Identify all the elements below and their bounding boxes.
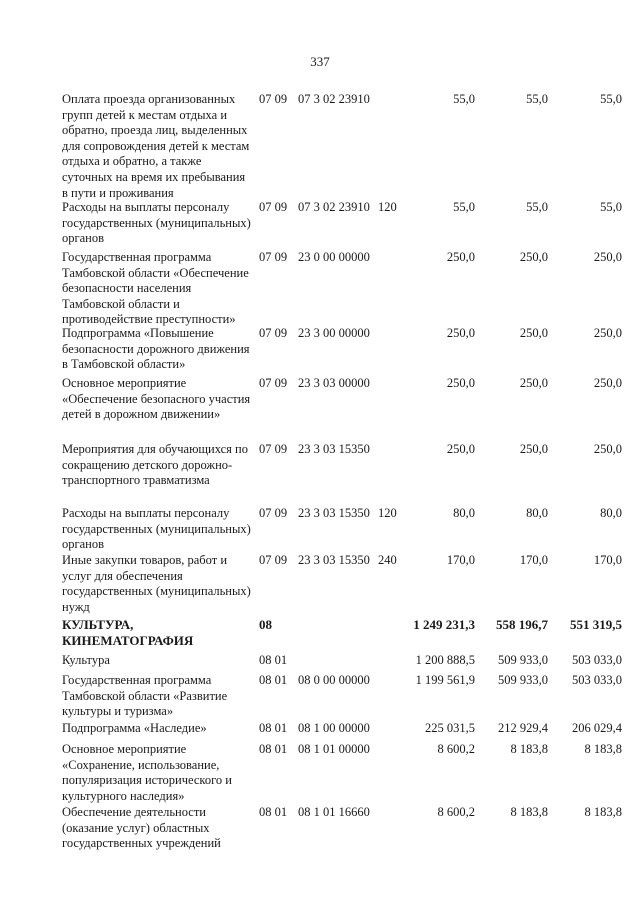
amount-year-3: 250,0 (593, 442, 622, 456)
amount-year-2: 8 183,8 (510, 805, 548, 819)
amount-year-2: 250,0 (519, 326, 548, 340)
row-name: Мероприятия для обучающихся по сокращению детского дорожно-транспортного травматизма (62, 442, 248, 488)
section-code: 07 09 (259, 92, 288, 106)
amount-year-1: 250,0 (446, 250, 475, 264)
target-article-code: 07 3 02 23910 (298, 200, 370, 214)
amount-year-2: 80,0 (526, 506, 548, 520)
target-article-code: 07 3 02 23910 (298, 92, 370, 106)
target-article-code: 08 1 01 00000 (298, 742, 370, 756)
amount-year-2: 212 929,4 (498, 721, 548, 735)
amount-year-3: 551 319,5 (570, 617, 622, 632)
expense-type-code: 120 (378, 506, 397, 520)
amount-year-1: 225 031,5 (425, 721, 475, 735)
section-code: 08 01 (259, 805, 288, 819)
amount-year-1: 250,0 (446, 376, 475, 390)
target-article-code: 08 1 01 16660 (298, 805, 370, 819)
amount-year-2: 170,0 (519, 553, 548, 567)
amount-year-1: 170,0 (446, 553, 475, 567)
amount-year-3: 170,0 (593, 553, 622, 567)
row-name: Расходы на выплаты персоналу государственных (муниципальных) органов (62, 506, 251, 552)
section-code: 08 (259, 617, 272, 632)
target-article-code: 23 3 03 00000 (298, 376, 370, 390)
amount-year-1: 1 199 561,9 (415, 673, 475, 687)
amount-year-2: 509 933,0 (498, 673, 548, 687)
amount-year-3: 206 029,4 (572, 721, 622, 735)
amount-year-3: 80,0 (600, 506, 622, 520)
section-code: 08 01 (259, 673, 288, 687)
section-code: 07 09 (259, 442, 288, 456)
section-code: 07 09 (259, 376, 288, 390)
section-code: 07 09 (259, 553, 288, 567)
amount-year-1: 250,0 (446, 326, 475, 340)
amount-year-3: 503 033,0 (572, 653, 622, 667)
amount-year-3: 55,0 (600, 200, 622, 214)
page-number: 337 (310, 54, 330, 69)
row-name: Основное мероприятие «Сохранение, использование, популяризация исторического и культурного наследия» (62, 742, 232, 803)
amount-year-2: 250,0 (519, 442, 548, 456)
amount-year-1: 8 600,2 (437, 805, 475, 819)
section-code: 08 01 (259, 653, 288, 667)
amount-year-2: 558 196,7 (496, 617, 548, 632)
row-name: Основное мероприятие «Обеспечение безопасного участия детей в дорожном движении» (62, 376, 251, 422)
row-name: Культура (62, 653, 110, 667)
amount-year-3: 8 183,8 (584, 742, 622, 756)
amount-year-1: 1 249 231,3 (413, 617, 475, 632)
row-name: КУЛЬТУРА, КИНЕМАТОГРАФИЯ (62, 617, 194, 648)
row-name: Подпрограмма «Наследие» (62, 721, 207, 735)
row-name: Подпрограмма «Повышение безопасности дорожного движения в Тамбовской области» (62, 326, 250, 372)
target-article-code: 08 0 00 00000 (298, 673, 370, 687)
amount-year-2: 8 183,8 (510, 742, 548, 756)
amount-year-3: 250,0 (593, 376, 622, 390)
amount-year-2: 55,0 (526, 200, 548, 214)
row-name: Обеспечение деятельности (оказание услуг) областных государственных учреждений (62, 805, 221, 851)
expense-type-code: 240 (378, 553, 397, 567)
amount-year-1: 55,0 (453, 200, 475, 214)
row-name: Расходы на выплаты персоналу государственных (муниципальных) органов (62, 200, 251, 246)
amount-year-3: 503 033,0 (572, 673, 622, 687)
section-code: 07 09 (259, 506, 288, 520)
target-article-code: 23 3 03 15350 (298, 442, 370, 456)
target-article-code: 23 3 00 00000 (298, 326, 370, 340)
amount-year-1: 1 200 888,5 (415, 653, 475, 667)
target-article-code: 23 0 00 00000 (298, 250, 370, 264)
section-code: 08 01 (259, 742, 288, 756)
section-code: 07 09 (259, 326, 288, 340)
row-name: Иные закупки товаров, работ и услуг для обеспечения государственных (муниципальных) нужд (62, 553, 251, 614)
row-name: Государственная программа Тамбовской области «Обеспечение безопасности населения Тамбовской области и противодействие преступности» (62, 250, 249, 327)
target-article-code: 08 1 00 00000 (298, 721, 370, 735)
amount-year-1: 8 600,2 (437, 742, 475, 756)
amount-year-2: 509 933,0 (498, 653, 548, 667)
amount-year-1: 80,0 (453, 506, 475, 520)
section-code: 07 09 (259, 250, 288, 264)
amount-year-3: 250,0 (593, 326, 622, 340)
section-code: 08 01 (259, 721, 288, 735)
amount-year-3: 55,0 (600, 92, 622, 106)
row-name: Оплата проезда организованных групп детей к местам отдыха и обратно, проезда лиц, выделенных для сопровождения детей к местам отдыха и обратно, а также суточных на время их пребывания в пути и проживания (62, 92, 250, 200)
row-name: Государственная программа Тамбовской области «Развитие культуры и туризма» (62, 673, 228, 719)
target-article-code: 23 3 03 15350 (298, 553, 370, 567)
amount-year-2: 55,0 (526, 92, 548, 106)
amount-year-3: 250,0 (593, 250, 622, 264)
amount-year-1: 250,0 (446, 442, 475, 456)
amount-year-1: 55,0 (453, 92, 475, 106)
amount-year-2: 250,0 (519, 376, 548, 390)
amount-year-3: 8 183,8 (584, 805, 622, 819)
amount-year-2: 250,0 (519, 250, 548, 264)
expense-type-code: 120 (378, 200, 397, 214)
section-code: 07 09 (259, 200, 288, 214)
target-article-code: 23 3 03 15350 (298, 506, 370, 520)
